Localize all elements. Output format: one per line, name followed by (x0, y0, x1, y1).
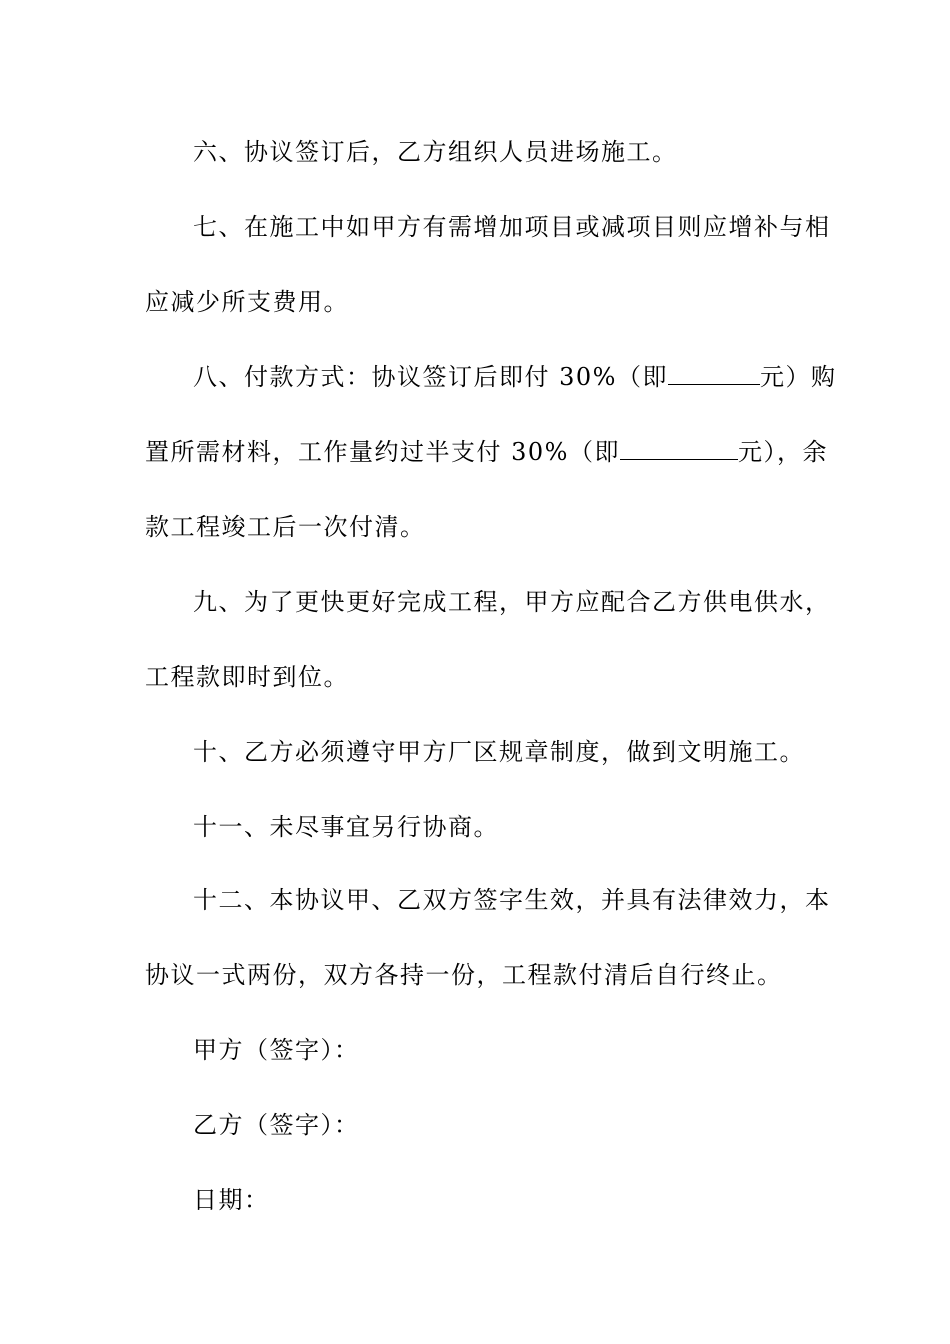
clause-8-line-2 (145, 437, 828, 467)
clause-8-line-1-text-b: 元）购 (759, 363, 837, 391)
party-a-signature-label: 甲方（签字）： (193, 1036, 360, 1064)
clause-11: 十一、未尽事宜另行协商。 (193, 813, 499, 841)
clause-9-line-1: 九、为了更快更好完成工程，甲方应配合乙方供电供水， (193, 588, 831, 616)
party-b-signature-label: 乙方（签字）： (193, 1111, 360, 1139)
clause-8-line-1 (193, 362, 836, 392)
clause-8-line-3: 款工程竣工后一次付清。 (145, 513, 426, 541)
clause-7-line-1: 七、在施工中如甲方有需增加项目或减项目则应增补与相 (193, 213, 831, 241)
clause-12-line-2: 协议一式两份，双方各持一份，工程款付清后自行终止。 (145, 961, 783, 989)
clause-8-line-2-text-a: 置所需材料，工作量约过半支付 30%（即 (145, 438, 620, 466)
amount-blank-2 (620, 437, 738, 460)
date-label: 日期： (193, 1186, 270, 1214)
clause-7-line-2: 应减少所支费用。 (145, 288, 349, 316)
clause-8-line-1-text-a: 八、付款方式：协议签订后即付 30%（即 (193, 363, 668, 391)
clause-10: 十、乙方必须遵守甲方厂区规章制度，做到文明施工。 (193, 738, 805, 766)
amount-blank-1 (668, 362, 760, 385)
clause-6: 六、协议签订后，乙方组织人员进场施工。 (193, 138, 678, 166)
clause-12-line-1: 十二、本协议甲、乙双方签字生效，并具有法律效力，本 (193, 886, 831, 914)
clause-9-line-2: 工程款即时到位。 (145, 663, 349, 691)
clause-8-line-2-text-b: 元），余 (737, 438, 828, 466)
